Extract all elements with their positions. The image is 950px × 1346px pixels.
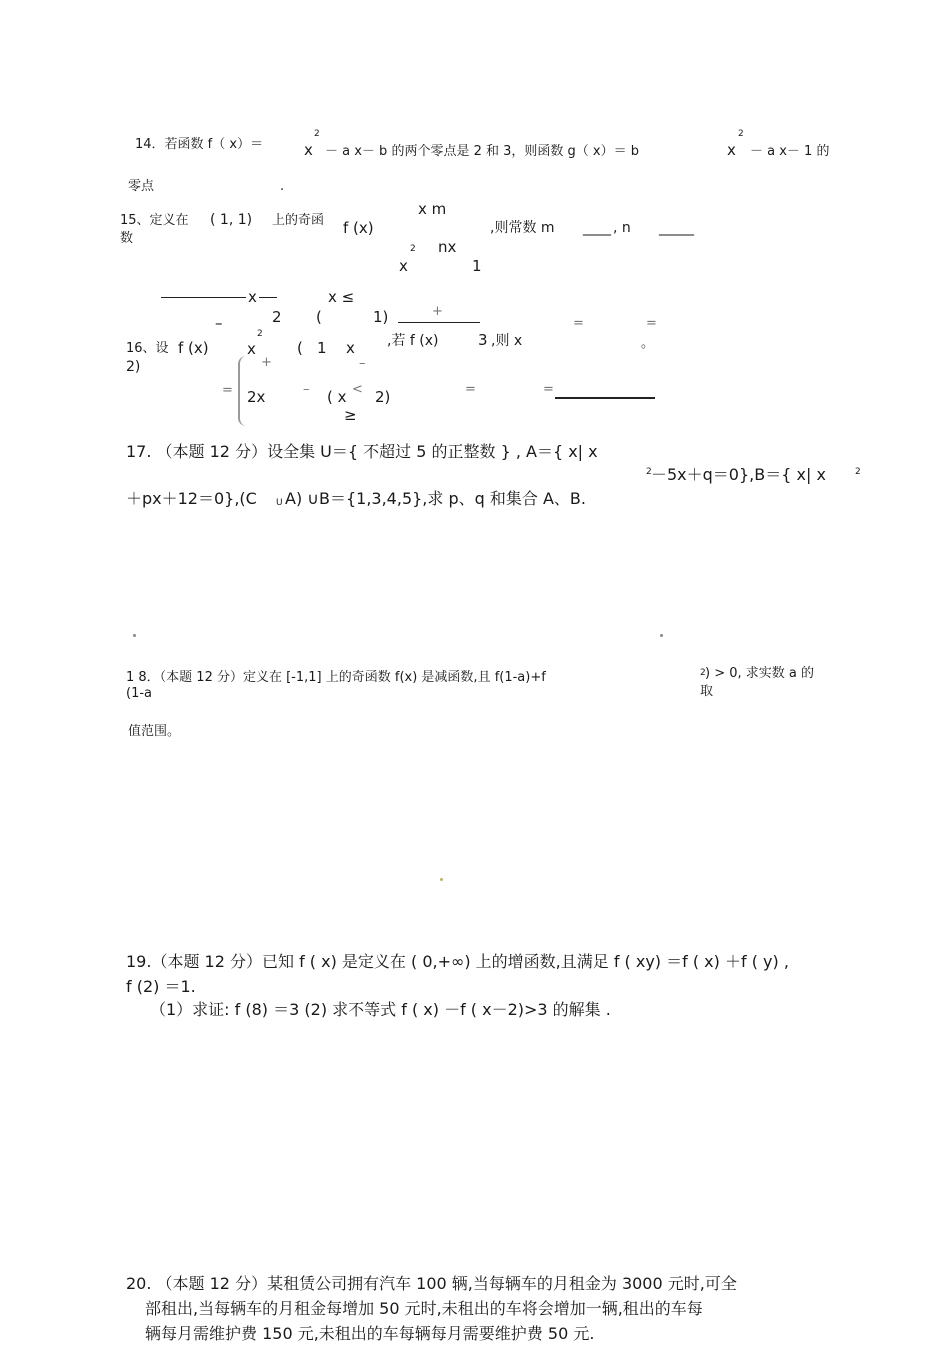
q14-text-2: － a x－ b 的两个零点是 2 和 3，则函数 g（ x）＝ b bbox=[325, 144, 639, 159]
q16-fraction-bar bbox=[161, 297, 277, 298]
q16-r2-plus: + bbox=[432, 304, 443, 319]
speck-1 bbox=[133, 634, 136, 637]
q16-r1-x: x bbox=[248, 288, 257, 306]
q20-line-1: 20. （本题 12 分）某租赁公司拥有汽车 100 辆,当每辆车的月租金为 3000 元时,可全 bbox=[126, 1274, 737, 1293]
q15-denominator-one: 1 bbox=[472, 257, 482, 275]
q16-r2-minus: – bbox=[215, 314, 223, 332]
q14-period: . bbox=[280, 179, 285, 194]
q15-blank-n: _____ bbox=[659, 220, 694, 236]
q16-three: 3 bbox=[478, 331, 488, 349]
q16-lt-2: < bbox=[352, 382, 363, 397]
q15-interval: ( 1, 1) bbox=[210, 212, 253, 228]
q16-r2-eq-1: = bbox=[573, 316, 584, 331]
q16-r3-2x: 2x bbox=[247, 388, 266, 406]
q16-ruo-fx: ,若 f (x) bbox=[387, 333, 439, 349]
q18-line-1: 1 8．（本题 12 分）定义在 [-1,1] 上的奇函数 f(x) 是减函数,且 f(1-a)+f bbox=[126, 670, 546, 685]
q15-n-label: , n bbox=[613, 220, 631, 236]
q15-denominator-x: x bbox=[399, 257, 408, 275]
q18-rest: ) > 0, 求实数 a 的 bbox=[705, 666, 814, 681]
q15-const-text: ,则常数 m bbox=[490, 220, 555, 236]
q19-line-3: （1）求证: f (8) ＝3 (2) 求不等式 f ( x) －f ( x－2)>3 的解集 . bbox=[150, 1000, 611, 1019]
q14-x-2: x bbox=[727, 141, 736, 159]
q16-cond2-one: 1 bbox=[317, 339, 327, 357]
q18-qu: 取 bbox=[700, 684, 714, 699]
q20-line-3: 辆每月需维护费 150 元,未租出的车每辆每月需要维护费 50 元. bbox=[145, 1324, 595, 1343]
q16-r2-one: 1) bbox=[373, 308, 389, 326]
q14-x-1: x bbox=[304, 141, 313, 159]
q16-answer-line-2 bbox=[555, 397, 655, 399]
q15-label-3: 数 bbox=[120, 231, 134, 246]
q14-sup-1: 2 bbox=[314, 129, 320, 139]
q16-plus-small: + bbox=[261, 355, 272, 370]
q16-lt-1: – bbox=[303, 382, 310, 397]
q16-cond2-x: x bbox=[346, 339, 355, 357]
q16-two-close: 2) bbox=[126, 359, 141, 375]
q17-line-2-sup-2: 2 bbox=[855, 467, 861, 477]
q16-answer-line-1 bbox=[398, 322, 480, 323]
q16-cond2-paren: ( bbox=[297, 339, 303, 357]
q19-line-2: f (2) ＝1. bbox=[126, 977, 196, 996]
q16-label: 16、设 bbox=[126, 341, 169, 356]
q16-r3-eq-2: = bbox=[543, 382, 554, 397]
q17-line-2-sup: 2 bbox=[646, 467, 652, 477]
q20-line-2: 部租出,当每辆车的月租金每增加 50 元时,未租出的车将会增加一辆,租出的车每 bbox=[145, 1299, 703, 1318]
q15-label-2: 上的奇函 bbox=[272, 213, 325, 228]
q16-r3-cond: ( x bbox=[327, 388, 347, 406]
q15-fx: f (x) bbox=[343, 219, 374, 237]
q16-r3-two: 2) bbox=[375, 388, 391, 406]
q15-blank-m: ____ bbox=[583, 220, 611, 236]
q18-sup: 2 bbox=[700, 668, 706, 678]
q14-line-2: 零点 bbox=[128, 179, 155, 194]
q14-text-1: 14．若函数 f（ x）＝ bbox=[135, 137, 264, 152]
q15-denominator-nx: nx bbox=[438, 238, 457, 256]
q17-line-3: ＋px＋12＝0},(C bbox=[126, 489, 257, 508]
q17-line-2: －5x＋q＝0},B＝{ x| x bbox=[651, 465, 826, 484]
q16-r1-cond: x ≤ bbox=[328, 288, 355, 306]
q14-sup-2: 2 bbox=[738, 129, 744, 139]
q16-fx: f (x) bbox=[178, 339, 209, 357]
q16-eq-left: = bbox=[222, 383, 233, 398]
q17-line-3-sub: U bbox=[276, 498, 283, 508]
q15-numerator: x m bbox=[418, 200, 447, 218]
q17-line-1: 17. （本题 12 分）设全集 U＝{ 不超过 5 的正整数 } , A＝{ x| x bbox=[126, 442, 598, 461]
q16-r2-paren: ( bbox=[316, 308, 322, 326]
q19-line-1: 19.（本题 12 分）已知 f ( x) 是定义在 ( 0,+∞) 上的增函数,且满足 f ( xy) ＝f ( x) ＋f ( y) , bbox=[126, 952, 789, 971]
q18-line-2: 值范围。 bbox=[128, 724, 181, 739]
q16-r2-two: 2 bbox=[272, 308, 282, 326]
q14-text-3: － a x－ 1 的 bbox=[750, 144, 830, 159]
speck-3 bbox=[440, 878, 443, 881]
speck-2 bbox=[660, 634, 663, 637]
q16-cond2-minus: – bbox=[359, 356, 366, 371]
q16-x-squared-sup: 2 bbox=[257, 329, 263, 339]
q15-label: 15、定义在 bbox=[120, 213, 189, 228]
q16-ze-x: ,则 x bbox=[491, 333, 523, 349]
q16-r3-eq-1: = bbox=[465, 382, 476, 397]
q18-line-1b: (1-a bbox=[126, 686, 152, 701]
q16-end: 。 bbox=[641, 336, 655, 351]
q16-r2-eq-2: = bbox=[646, 316, 657, 331]
q16-r3-ge: ≥ bbox=[344, 406, 357, 424]
q15-denominator-sup: 2 bbox=[410, 244, 416, 254]
q16-x-squared: x bbox=[247, 340, 256, 358]
q17-line-3b: A) ∪B＝{1,3,4,5},求 p、q 和集合 A、B. bbox=[285, 489, 586, 508]
